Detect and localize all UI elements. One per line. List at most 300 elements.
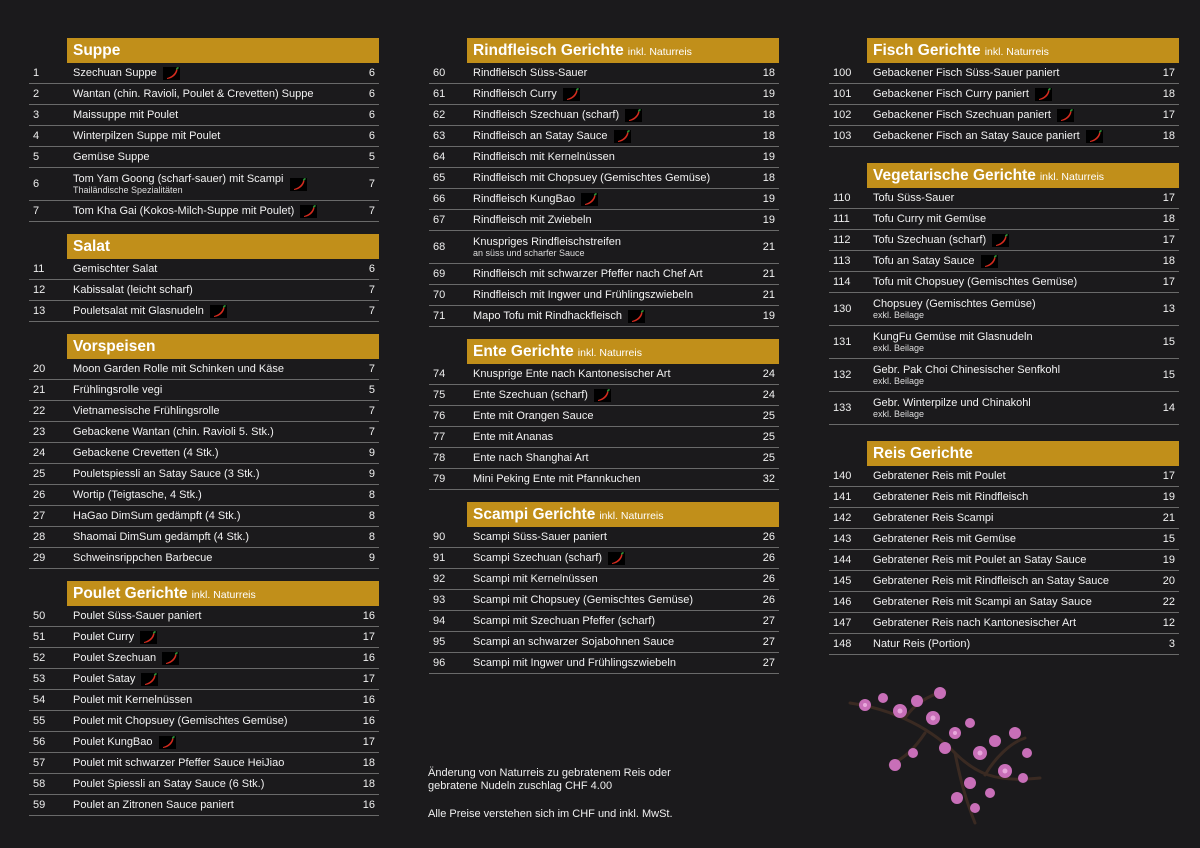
item-name-cell — [873, 638, 1145, 650]
item-name-cell — [473, 657, 745, 669]
item-name-cell — [473, 289, 745, 301]
item-number: 60 — [433, 67, 446, 79]
menu-item — [29, 527, 379, 548]
menu-item — [429, 147, 779, 168]
item-number: 92 — [433, 573, 446, 585]
item-number: 3 — [33, 109, 40, 121]
item-price: 19 — [762, 151, 775, 163]
item-name-cell — [473, 172, 745, 184]
item-name-wrap — [73, 405, 220, 417]
item-price: 18 — [1162, 130, 1175, 142]
item-price: 18 — [762, 67, 775, 79]
section-title: Scampi Gerichte — [473, 506, 596, 523]
chili-icon — [1057, 109, 1074, 122]
item-price: 21 — [762, 289, 775, 301]
menu-item — [29, 753, 379, 774]
item-price: 6 — [368, 109, 375, 121]
item-name-wrap — [473, 88, 557, 100]
item-name: Gebratener Reis mit Gemüse — [873, 533, 1017, 545]
item-price: 26 — [762, 573, 775, 585]
item-name-cell — [73, 610, 345, 622]
item-number: 144 — [833, 554, 852, 566]
item-name-wrap — [873, 397, 1031, 419]
menu-column-right — [829, 38, 1179, 655]
item-name: Tofu an Satay Sauce — [873, 255, 975, 267]
item-name: Poulet Satay — [73, 673, 136, 685]
item-name-cell — [873, 554, 1145, 566]
item-number: 23 — [33, 426, 46, 438]
menu-item — [429, 406, 779, 427]
item-name-wrap — [873, 130, 1080, 142]
item-name-cell — [473, 431, 745, 443]
item-note: exkl. Beilage — [873, 343, 925, 353]
section-title: Fisch Gerichte — [873, 42, 981, 59]
item-name: Tofu mit Chopsuey (Gemischtes Gemüse) — [873, 276, 1078, 288]
item-name: Scampi mit Kernelnüssen — [473, 573, 598, 585]
item-number: 71 — [433, 310, 446, 322]
item-name-cell — [73, 468, 345, 480]
item-name-cell — [473, 236, 745, 258]
item-number: 52 — [33, 652, 46, 664]
item-name-wrap — [473, 172, 710, 184]
item-name-wrap — [73, 447, 219, 459]
item-name-wrap — [473, 410, 593, 422]
chili-icon — [140, 631, 157, 644]
item-price: 7 — [368, 426, 375, 438]
item-number: 113 — [833, 255, 851, 267]
chili-icon — [608, 552, 625, 565]
item-name-wrap — [473, 531, 607, 543]
section-header — [467, 502, 779, 527]
item-name: Vietnamesische Frühlingsrolle — [73, 405, 220, 417]
item-name: Poulet KungBao — [73, 736, 153, 748]
item-number: 58 — [33, 778, 46, 790]
item-name: Moon Garden Rolle mit Schinken und Käse — [73, 363, 284, 375]
item-name-wrap — [73, 205, 294, 217]
menu-item — [29, 380, 379, 401]
section-title: Suppe — [73, 42, 121, 59]
item-name: Mini Peking Ente mit Pfannkuchen — [473, 473, 641, 485]
item-name: Scampi Szechuan (scharf) — [473, 552, 602, 564]
item-name-cell — [873, 575, 1145, 587]
menu-item — [29, 795, 379, 816]
item-name-cell — [73, 151, 345, 163]
item-name-wrap — [73, 426, 274, 438]
menu-item — [829, 392, 1179, 425]
item-name: Rindfleisch mit Chopsuey (Gemischtes Gemüse) — [473, 172, 711, 184]
item-name-cell — [73, 715, 345, 727]
item-number: 131 — [833, 336, 852, 348]
item-price: 24 — [762, 389, 775, 401]
item-number: 75 — [433, 389, 446, 401]
item-name: Scampi mit Ingwer und Frühlingszwiebeln — [473, 657, 676, 669]
item-name-wrap — [873, 617, 1076, 629]
item-number: 59 — [33, 799, 46, 811]
item-name-wrap — [73, 778, 264, 790]
item-number: 68 — [433, 241, 446, 253]
menu-item — [29, 774, 379, 795]
rice-change-line1: Änderung von Naturreis zu gebratenem Reis oder — [428, 767, 671, 779]
item-number: 28 — [33, 531, 46, 543]
chili-icon — [594, 389, 611, 402]
item-name-cell — [473, 594, 745, 606]
item-name: Ente mit Orangen Sauce — [473, 410, 594, 422]
menu-item — [829, 326, 1179, 359]
item-name-cell — [73, 447, 345, 459]
section-subtitle: inkl. Naturreis — [1039, 171, 1105, 183]
item-name-cell — [873, 88, 1145, 101]
item-number: 6 — [33, 178, 40, 190]
menu-item — [429, 63, 779, 84]
menu-item — [829, 84, 1179, 105]
item-number: 11 — [33, 263, 45, 275]
item-name-wrap — [873, 470, 1006, 482]
section-title: Vorspeisen — [73, 338, 156, 355]
item-price: 17 — [1162, 67, 1175, 79]
item-price: 20 — [1162, 575, 1175, 587]
item-name: Wortip (Teigtasche, 4 Stk.) — [73, 489, 202, 501]
item-number: 110 — [833, 192, 851, 204]
item-number: 132 — [833, 369, 852, 381]
item-price: 17 — [362, 736, 375, 748]
chili-icon — [1086, 130, 1103, 143]
item-name: Gemüse Suppe — [73, 151, 150, 163]
item-name: Rindfleisch an Satay Sauce — [473, 130, 608, 142]
chili-icon — [141, 673, 158, 686]
item-name: Gebackener Fisch Süss-Sauer paniert — [873, 67, 1060, 79]
item-name-cell — [73, 510, 345, 522]
item-name: Frühlingsrolle vegi — [73, 384, 163, 396]
chili-icon — [162, 652, 179, 665]
item-price: 21 — [1162, 512, 1175, 524]
menu-item — [429, 632, 779, 653]
item-name-wrap — [473, 552, 602, 564]
item-name-wrap — [73, 151, 149, 163]
item-price: 15 — [1162, 336, 1175, 348]
item-price: 25 — [762, 431, 775, 443]
item-name: Wantan (chin. Ravioli, Poulet & Crevetten) Suppe — [73, 88, 314, 100]
item-name: Tom Yam Goong (scharf-sauer) mit Scampi — [73, 173, 284, 185]
item-name-cell — [73, 694, 345, 706]
item-number: 141 — [833, 491, 852, 503]
item-name: Rindfleisch mit Zwiebeln — [473, 214, 592, 226]
item-price: 8 — [368, 531, 375, 543]
item-name-wrap — [473, 657, 676, 669]
section-salat — [29, 234, 379, 322]
item-name: Gebratener Reis mit Poulet — [873, 470, 1006, 482]
item-name-wrap — [473, 431, 553, 443]
item-name: Scampi mit Szechuan Pfeffer (scharf) — [473, 615, 655, 627]
menu-item — [829, 571, 1179, 592]
item-name-cell — [73, 130, 345, 142]
item-number: 112 — [833, 234, 851, 246]
menu-item — [29, 105, 379, 126]
item-name: Pouletsalat mit Glasnudeln — [73, 305, 204, 317]
item-price: 9 — [368, 447, 375, 459]
item-price: 9 — [368, 552, 375, 564]
item-number: 74 — [433, 368, 446, 380]
item-number: 79 — [433, 473, 446, 485]
item-price: 15 — [1162, 533, 1175, 545]
item-name-wrap — [473, 473, 641, 485]
item-name-wrap — [873, 109, 1051, 121]
item-number: 140 — [833, 470, 852, 482]
item-number: 143 — [833, 533, 852, 545]
menu-item — [829, 63, 1179, 84]
item-name-wrap — [473, 193, 575, 205]
item-name-wrap — [73, 363, 284, 375]
item-number: 55 — [33, 715, 46, 727]
item-name-wrap — [73, 673, 135, 685]
item-name-cell — [473, 473, 745, 485]
item-name: Gebratener Reis mit Rindfleisch — [873, 491, 1029, 503]
item-number: 102 — [833, 109, 852, 121]
item-number: 69 — [433, 268, 446, 280]
item-name: Rindfleisch mit Ingwer und Frühlingszwiebeln — [473, 289, 694, 301]
menu-item — [829, 550, 1179, 571]
item-number: 101 — [833, 88, 852, 100]
menu-item — [29, 464, 379, 485]
item-name-wrap — [73, 552, 212, 564]
menu-item — [29, 84, 379, 105]
chili-icon — [628, 310, 645, 323]
section-vegetarisch — [829, 163, 1179, 425]
item-name: Winterpilzen Suppe mit Poulet — [73, 130, 221, 142]
item-name-cell — [473, 452, 745, 464]
item-price: 16 — [362, 652, 375, 664]
item-price: 26 — [762, 531, 775, 543]
menu-item — [429, 306, 779, 327]
item-name: Ente nach Shanghai Art — [473, 452, 589, 464]
menu-item — [429, 448, 779, 469]
item-price: 19 — [762, 193, 775, 205]
item-number: 21 — [33, 384, 46, 396]
item-number: 114 — [833, 276, 851, 288]
chili-icon — [210, 305, 227, 318]
item-note: exkl. Beilage — [873, 376, 925, 386]
menu-item — [829, 487, 1179, 508]
item-price: 12 — [1162, 617, 1175, 629]
item-number: 111 — [833, 213, 850, 225]
menu-item — [429, 126, 779, 147]
item-name-wrap — [73, 757, 284, 769]
item-name: Poulet Süss-Sauer paniert — [73, 610, 202, 622]
item-name-wrap — [473, 109, 619, 121]
item-price: 18 — [1162, 255, 1175, 267]
item-number: 67 — [433, 214, 446, 226]
item-number: 66 — [433, 193, 446, 205]
section-ente — [429, 339, 779, 490]
item-name: HaGao DimSum gedämpft (4 Stk.) — [73, 510, 241, 522]
section-title: Rindfleisch Gerichte — [473, 42, 624, 59]
menu-item — [29, 422, 379, 443]
item-name: Scampi Süss-Sauer paniert — [473, 531, 607, 543]
item-name-wrap — [873, 192, 954, 204]
item-name-wrap — [73, 799, 234, 811]
menu-item — [829, 529, 1179, 550]
chili-icon — [159, 736, 176, 749]
section-title: Ente Gerichte — [473, 343, 574, 360]
menu-item — [429, 285, 779, 306]
item-number: 20 — [33, 363, 46, 375]
menu-item — [429, 364, 779, 385]
item-name: Gebackene Wantan (chin. Ravioli 5. Stk.) — [73, 426, 274, 438]
item-name-cell — [873, 255, 1145, 268]
menu-item — [829, 209, 1179, 230]
item-name-wrap — [73, 173, 284, 195]
item-name: Gebackener Fisch an Satay Sauce paniert — [873, 130, 1080, 142]
item-name: Tom Kha Gai (Kokos-Milch-Suppe mit Poulet) — [73, 205, 295, 217]
section-header — [67, 234, 379, 259]
item-name-cell — [873, 130, 1145, 143]
rice-change-line2: gebratene Nudeln zuschlag CHF 4.00 — [428, 780, 613, 792]
item-name-cell — [873, 364, 1145, 386]
item-name-cell — [73, 384, 345, 396]
item-price: 7 — [368, 305, 375, 317]
menu-item — [829, 613, 1179, 634]
item-name-cell — [473, 310, 745, 323]
menu-item — [429, 527, 779, 548]
item-number: 76 — [433, 410, 446, 422]
item-name-cell — [73, 363, 345, 375]
menu-item — [829, 251, 1179, 272]
item-name-wrap — [873, 213, 986, 225]
item-name-wrap — [873, 554, 1086, 566]
item-name-wrap — [73, 67, 157, 79]
item-name-wrap — [473, 289, 693, 301]
item-name-wrap — [473, 389, 588, 401]
item-price: 32 — [762, 473, 775, 485]
item-number: 54 — [33, 694, 46, 706]
item-number: 2 — [33, 88, 40, 100]
item-name-wrap — [73, 305, 204, 317]
item-name: Poulet Curry — [73, 631, 135, 643]
item-price: 6 — [368, 88, 375, 100]
item-price: 17 — [1162, 192, 1175, 204]
item-name-cell — [873, 491, 1145, 503]
item-name-cell — [473, 88, 745, 101]
item-note: an süss und scharfer Sauce — [473, 248, 585, 258]
item-price: 7 — [368, 284, 375, 296]
item-name-cell — [873, 192, 1145, 204]
item-number: 57 — [33, 757, 46, 769]
item-number: 148 — [833, 638, 852, 650]
item-name-wrap — [873, 638, 970, 650]
item-name-cell — [473, 151, 745, 163]
item-name: Knuspriges Rindfleischstreifen — [473, 236, 621, 248]
menu-item — [829, 508, 1179, 529]
item-price: 18 — [762, 172, 775, 184]
item-name-cell — [873, 596, 1145, 608]
item-number: 13 — [33, 305, 46, 317]
section-title: Poulet Gerichte — [73, 585, 188, 602]
item-name-wrap — [873, 575, 1109, 587]
section-rindfleisch — [429, 38, 779, 327]
item-name-cell — [473, 410, 745, 422]
item-name-cell — [473, 268, 745, 280]
item-price: 21 — [762, 241, 775, 253]
item-number: 29 — [33, 552, 46, 564]
item-price: 19 — [762, 214, 775, 226]
item-number: 130 — [833, 303, 852, 315]
menu-item — [29, 648, 379, 669]
item-name-wrap — [473, 368, 671, 380]
item-name-cell — [873, 298, 1145, 320]
item-price: 26 — [762, 594, 775, 606]
section-reis — [829, 441, 1179, 655]
item-number: 61 — [433, 88, 446, 100]
item-number: 62 — [433, 109, 446, 121]
section-subtitle: inkl. Naturreis — [577, 347, 642, 359]
item-price: 19 — [1162, 491, 1175, 503]
item-price: 18 — [362, 778, 375, 790]
item-price: 3 — [1168, 638, 1175, 650]
item-name-cell — [73, 173, 345, 195]
menu-item — [829, 592, 1179, 613]
item-name-cell — [473, 109, 745, 122]
item-name-wrap — [873, 491, 1028, 503]
item-number: 147 — [833, 617, 852, 629]
item-name: Ente mit Ananas — [473, 431, 554, 443]
item-name-wrap — [473, 310, 622, 322]
item-price: 19 — [762, 310, 775, 322]
item-name-cell — [73, 426, 345, 438]
item-number: 65 — [433, 172, 446, 184]
item-number: 77 — [433, 431, 446, 443]
menu-item — [29, 485, 379, 506]
item-number: 50 — [33, 610, 46, 622]
section-header — [67, 334, 379, 359]
item-name-wrap — [473, 67, 587, 79]
item-name: Gebratener Reis Scampi — [873, 512, 994, 524]
chili-icon — [1035, 88, 1052, 101]
menu-item — [429, 611, 779, 632]
item-price: 18 — [362, 757, 375, 769]
item-number: 27 — [33, 510, 46, 522]
item-name-wrap — [473, 151, 615, 163]
item-name-wrap — [73, 109, 178, 121]
item-price: 6 — [368, 67, 375, 79]
item-name: Gebr. Pak Choi Chinesischer Senfkohl — [873, 364, 1061, 376]
item-number: 70 — [433, 289, 446, 301]
item-price: 19 — [1162, 554, 1175, 566]
item-price: 18 — [762, 130, 775, 142]
item-name-cell — [73, 489, 345, 501]
item-name-wrap — [73, 384, 162, 396]
item-note: exkl. Beilage — [873, 409, 925, 419]
menu-item — [829, 230, 1179, 251]
item-name-cell — [73, 673, 345, 686]
item-name-cell — [473, 368, 745, 380]
item-price: 14 — [1162, 402, 1175, 414]
section-header — [867, 163, 1179, 188]
item-price: 18 — [1162, 88, 1175, 100]
item-name-wrap — [473, 214, 592, 226]
menu-item — [429, 653, 779, 674]
item-name-cell — [873, 512, 1145, 524]
section-subtitle: inkl. Naturreis — [599, 510, 664, 522]
item-name-cell — [73, 652, 345, 665]
item-number: 78 — [433, 452, 446, 464]
item-name-wrap — [73, 694, 192, 706]
item-price: 25 — [762, 410, 775, 422]
item-name-wrap — [873, 234, 986, 246]
menu-item — [29, 168, 379, 201]
item-name: Gebratener Reis mit Poulet an Satay Sauce — [873, 554, 1087, 566]
menu-item — [29, 280, 379, 301]
chili-icon — [300, 205, 317, 218]
section-title: Vegetarische Gerichte — [873, 167, 1036, 184]
